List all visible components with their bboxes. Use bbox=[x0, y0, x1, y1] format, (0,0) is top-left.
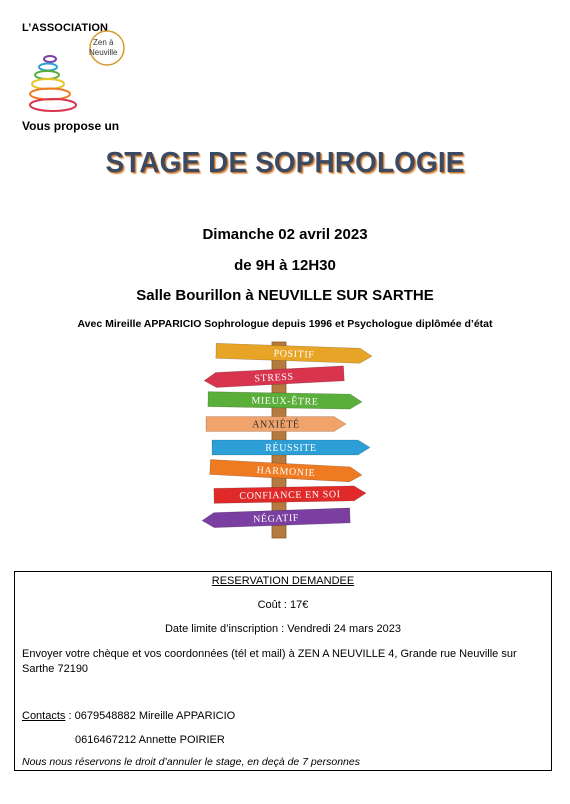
reservation-deadline: Date limite d’inscription : Vendredi 24 mars 2023 bbox=[164, 623, 401, 635]
contact-2: 0616467212 Annette POIRIER bbox=[75, 734, 225, 746]
sign-label-7: CONFIANCE EN SOI bbox=[239, 489, 341, 502]
reservation-cost: Coût : 17€ bbox=[257, 599, 309, 611]
sign-3 bbox=[208, 392, 362, 410]
logo-stone-3 bbox=[35, 71, 59, 79]
event-time: de 9H à 12H30 bbox=[234, 257, 336, 274]
zen-a-neuville-logo bbox=[20, 28, 132, 114]
contact-line-1 bbox=[22, 710, 235, 722]
sign-label-8: NÉGATIF bbox=[252, 512, 300, 526]
sign-7 bbox=[214, 486, 366, 504]
sign-label-6: HARMONIE bbox=[256, 464, 316, 480]
event-date: Dimanche 02 avril 2023 bbox=[202, 226, 368, 243]
page-title: STAGE DE SOPHROLOGIE bbox=[105, 147, 465, 179]
sign-label-4: ANXIÉTÉ bbox=[252, 419, 300, 431]
cancellation-note: Nous nous réservons le droit d’annuler le stage, en deçà de 7 personnes bbox=[22, 756, 360, 768]
event-place: Salle Bourillon à NEUVILLE SUR SARTHE bbox=[136, 287, 434, 304]
propose-text: Vous propose un bbox=[22, 119, 120, 133]
sign-label-2: STRESS bbox=[254, 371, 294, 385]
logo-text-1: Zen à bbox=[93, 38, 114, 47]
sign-4 bbox=[206, 417, 346, 432]
sign-8 bbox=[202, 508, 350, 528]
reservation-box bbox=[14, 571, 552, 771]
sign-2 bbox=[204, 366, 345, 388]
association-label: L’ASSOCIATION bbox=[22, 22, 109, 34]
signpost-illustration bbox=[198, 340, 378, 540]
sign-1 bbox=[216, 343, 372, 363]
contact-1: 0679548882 Mireille APPARICIO bbox=[74, 710, 236, 722]
contacts-colon: : bbox=[65, 710, 75, 722]
sign-label-3: MIEUX-ÊTRE bbox=[251, 395, 319, 408]
contacts-label: Contacts bbox=[22, 710, 66, 722]
logo-stone-1 bbox=[44, 56, 56, 62]
logo-stone-6 bbox=[30, 99, 76, 111]
sign-label-5: RÉUSSITE bbox=[265, 443, 317, 454]
logo-stone-5 bbox=[30, 89, 70, 100]
logo-text-2: Neuville bbox=[89, 48, 118, 57]
reservation-heading: RESERVATION DEMANDEE bbox=[211, 575, 355, 587]
logo-stone-2 bbox=[39, 64, 57, 71]
sign-5 bbox=[212, 440, 370, 455]
presenter-line: Avec Mireille APPARICIO Sophrologue depuis 1996 et Psychologue diplômée d’état bbox=[77, 318, 493, 330]
sign-label-1: POSITIF bbox=[273, 348, 315, 361]
logo-stone-4 bbox=[32, 79, 64, 89]
reservation-send-instructions: Envoyer votre chèque et vos coordonnées (tél et mail) à ZEN A NEUVILLE 4, Grande rue Neuville sur Sarthe 72190 bbox=[22, 648, 517, 675]
